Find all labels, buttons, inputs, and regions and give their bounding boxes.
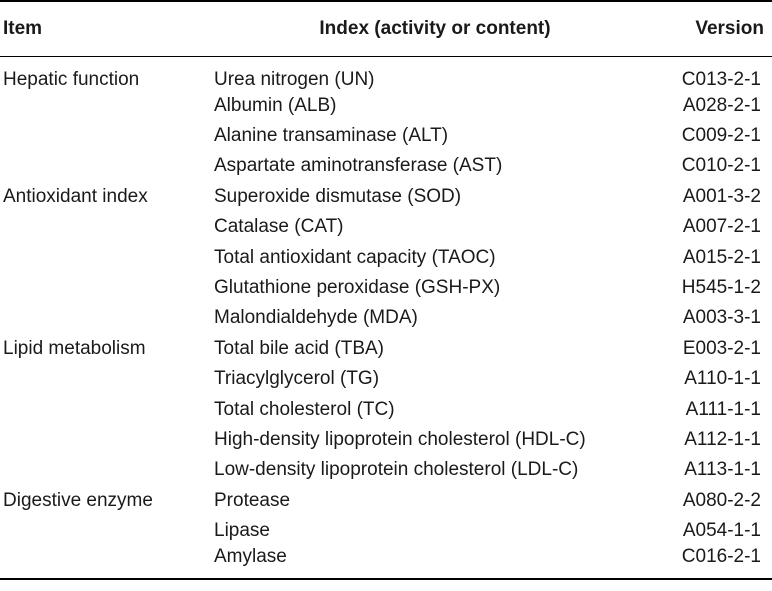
cell-index: Total cholesterol (TC) — [214, 398, 395, 420]
cell-version: A015-2-1 — [682, 246, 761, 268]
table-row — [0, 425, 772, 455]
cell-index: Total bile acid (TBA) — [214, 337, 385, 359]
table-header-row — [0, 1, 772, 56]
cell-version: A113-1-1 — [684, 459, 761, 481]
cell-index: Urea nitrogen (UN) — [214, 68, 375, 90]
cell-version: A003-3-1 — [682, 307, 761, 329]
table-row — [0, 151, 772, 181]
table-body — [0, 56, 772, 579]
cell-index: High-density lipoprotein cholesterol (HDL-C) — [214, 428, 586, 450]
cell-item: Lipid metabolism — [3, 337, 146, 359]
table-row — [0, 486, 772, 516]
cell-item — [0, 242, 212, 272]
cell-index: Lipase — [214, 520, 270, 542]
cell-item — [0, 455, 212, 485]
column-header-version: Version — [658, 1, 772, 56]
cell-index: Superoxide dismutase (SOD) — [214, 185, 462, 207]
cell-version: C013-2-1 — [681, 68, 761, 90]
cell-item: Hepatic function — [3, 68, 140, 90]
cell-item — [0, 516, 212, 546]
cell-item — [0, 364, 212, 394]
cell-version: A001-3-2 — [682, 185, 761, 207]
cell-version: A007-2-1 — [682, 216, 761, 238]
cell-version: A111-1-1 — [685, 398, 761, 420]
table-row — [0, 546, 772, 579]
table-row — [0, 56, 772, 91]
table-row — [0, 182, 772, 212]
cell-item — [0, 425, 212, 455]
table-row — [0, 516, 772, 546]
cell-version: H545-1-2 — [681, 277, 761, 299]
table-row — [0, 91, 772, 121]
cell-item — [0, 91, 212, 121]
cell-item — [0, 394, 212, 424]
cell-version: C009-2-1 — [681, 125, 761, 147]
table-row — [0, 212, 772, 242]
cell-item — [0, 121, 212, 151]
table-row — [0, 121, 772, 151]
cell-index: Aspartate aminotransferase (AST) — [214, 155, 503, 177]
cell-version: E003-2-1 — [682, 337, 761, 359]
cell-index: Glutathione peroxidase (GSH-PX) — [214, 277, 501, 299]
cell-item: Digestive enzyme — [3, 489, 153, 511]
cell-version: C010-2-1 — [681, 155, 761, 177]
cell-index: Triacylglycerol (TG) — [214, 368, 380, 390]
cell-item — [0, 151, 212, 181]
cell-item — [0, 212, 212, 242]
cell-index: Total antioxidant capacity (TAOC) — [214, 246, 496, 268]
table-row — [0, 303, 772, 333]
cell-version: A110-1-1 — [684, 368, 761, 390]
table-row — [0, 455, 772, 485]
table-row — [0, 273, 772, 303]
table-row — [0, 334, 772, 364]
table-row — [0, 242, 772, 272]
cell-index: Catalase (CAT) — [214, 216, 344, 238]
column-header-item: Item — [0, 1, 212, 56]
column-header-index: Index (activity or content) — [212, 1, 658, 56]
cell-item — [0, 273, 212, 303]
cell-index: Malondialdehyde (MDA) — [214, 307, 418, 329]
cell-index: Low-density lipoprotein cholesterol (LDL-C) — [214, 459, 579, 481]
table-row — [0, 364, 772, 394]
cell-index: Protease — [214, 489, 291, 511]
cell-index: Alanine transaminase (ALT) — [214, 125, 449, 147]
cell-version: C016-2-1 — [658, 546, 772, 579]
cell-version: A112-1-1 — [684, 428, 761, 450]
cell-index: Albumin (ALB) — [214, 94, 337, 116]
cell-item — [0, 303, 212, 333]
cell-version: A028-2-1 — [682, 94, 761, 116]
cell-version: A080-2-2 — [682, 489, 761, 511]
cell-index: Amylase — [212, 546, 658, 579]
cell-item: Antioxidant index — [3, 185, 148, 207]
cell-version: A054-1-1 — [682, 520, 761, 542]
cell-item — [0, 546, 212, 579]
table-row — [0, 394, 772, 424]
